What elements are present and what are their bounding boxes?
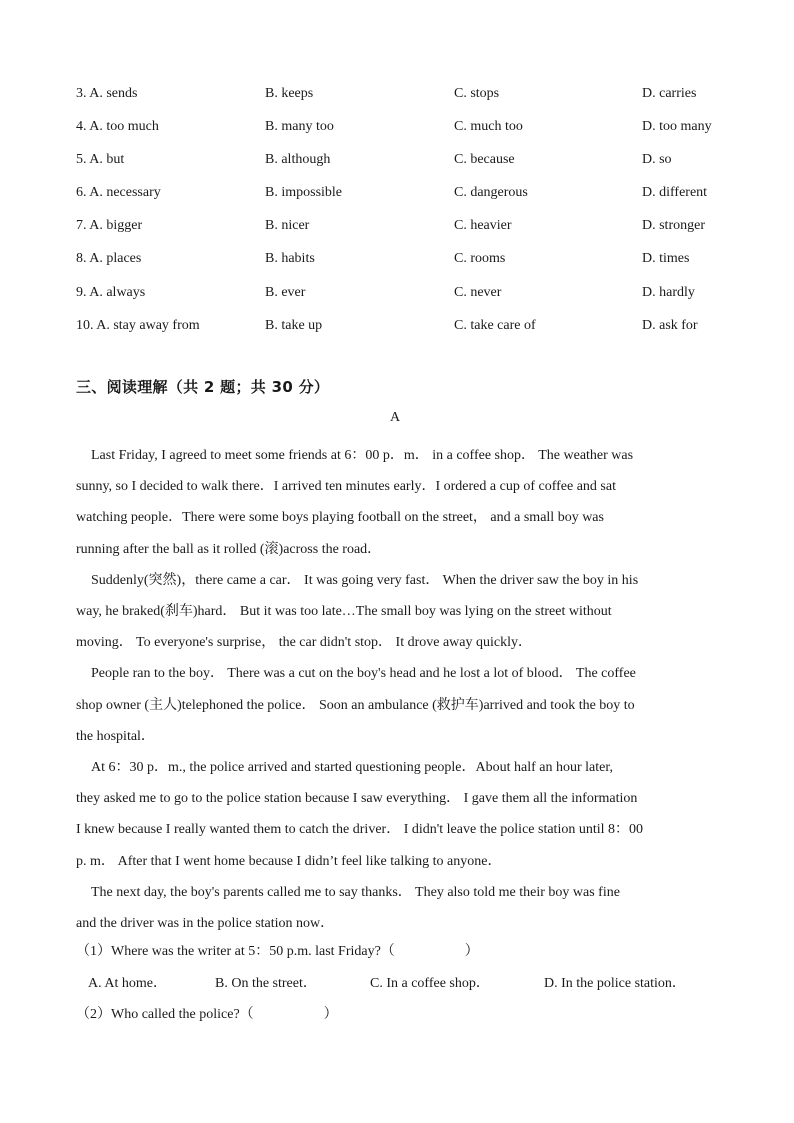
option-row (76, 150, 736, 183)
option-row (76, 249, 736, 282)
option-b: B. although (265, 152, 331, 168)
passage-line: they asked me to go to the police station because I saw everything． I gave them all the information (76, 791, 638, 807)
question-1-option-a: A. At home． (88, 976, 167, 991)
option-d: D. times (642, 251, 690, 267)
passage-line: running after the ball as it rolled (滚)across the road． (76, 541, 382, 557)
option-d: D. hardly (642, 284, 695, 300)
passage-line: p. m． After that I went home because I didn’t feel like talking to anyone． (76, 853, 502, 869)
section-heading: 三、阅读理解（共 2 题；共 30 分） (76, 378, 330, 396)
passage-line: The next day, the boy's parents called me to say thanks． They also told me their boy was fine (91, 884, 620, 900)
option-a: 9. A. always (76, 284, 146, 300)
passage-line: sunny, so I decided to walk there．I arrived ten minutes early．I ordered a cup of coffee and sat (76, 479, 616, 495)
option-d: D. carries (642, 86, 697, 101)
question-1-option-d: D. In the police station． (544, 976, 686, 991)
option-row (76, 216, 736, 249)
option-b: B. nicer (265, 218, 310, 234)
option-d: D. so (642, 152, 672, 168)
passage-line: shop owner (主人)telephoned the police． Soon an ambulance (救护车)arrived and took the boy to (76, 697, 635, 713)
option-a: 8. A. places (76, 251, 142, 267)
option-d: D. too many (642, 119, 712, 135)
passage-line: moving． To everyone's surprise， the car didn't stop． It drove away quickly． (76, 635, 532, 651)
reading-passage (76, 440, 721, 939)
option-a: 3. A. sends (76, 86, 138, 101)
option-row (76, 117, 736, 150)
option-c: C. dangerous (454, 185, 528, 201)
option-d: D. stronger (642, 218, 705, 234)
passage-line: and the driver was in the police station now． (76, 916, 335, 932)
option-b: B. take up (265, 317, 323, 333)
option-c: C. take care of (454, 317, 536, 333)
option-b: B. many too (265, 119, 334, 135)
option-row (76, 316, 736, 349)
option-c: C. never (454, 284, 502, 300)
option-b: B. keeps (265, 86, 314, 101)
question-1-option-b: B. On the street． (215, 976, 317, 991)
option-c: C. much too (454, 119, 523, 135)
question-1-option-c: C. In a coffee shop． (370, 976, 490, 991)
passage-line: the hospital． (76, 728, 155, 744)
option-c: C. stops (454, 86, 500, 101)
option-a: 4. A. too much (76, 119, 159, 135)
option-row (76, 84, 736, 117)
passage-title: A (390, 410, 401, 425)
option-b: B. impossible (265, 185, 343, 201)
cloze-options-grid (76, 84, 736, 349)
option-d: D. ask for (642, 317, 698, 333)
option-b: B. ever (265, 284, 306, 300)
passage-line: watching people．There were some boys playing football on the street， and a small boy was (76, 510, 604, 526)
passage-line: People ran to the boy． There was a cut on the boy's head and he lost a lot of blood． The coffee (91, 666, 636, 682)
option-c: C. rooms (454, 251, 506, 267)
option-row (76, 183, 736, 216)
option-c: C. heavier (454, 218, 512, 234)
passage-line: Suddenly(突然)，there came a car． It was going very fast． When the driver saw the boy in his (91, 572, 639, 588)
option-d: D. different (642, 185, 708, 201)
question-1: （1）Where was the writer at 5：50 p.m. last Friday?（ ） (76, 944, 479, 959)
passage-line: Last Friday, I agreed to meet some friends at 6：00 p．m． in a coffee shop． The weather was (91, 448, 634, 463)
option-a: 10. A. stay away from (76, 317, 200, 333)
option-b: B. habits (265, 251, 315, 267)
option-c: C. because (454, 152, 515, 168)
question-2: （2）Who called the police?（ ） (76, 1007, 338, 1022)
passage-line: way, he braked(刹车)hard． But it was too late…The small boy was lying on the street without (76, 604, 612, 620)
option-row (76, 283, 736, 316)
option-a: 6. A. necessary (76, 185, 161, 201)
passage-line: At 6：30 p．m., the police arrived and started questioning people．About half an hour later, (91, 760, 613, 776)
option-a: 7. A. bigger (76, 218, 143, 234)
passage-line: I knew because I really wanted them to catch the driver． I didn't leave the police station until 8：00 (76, 822, 643, 838)
option-a: 5. A. but (76, 152, 125, 168)
